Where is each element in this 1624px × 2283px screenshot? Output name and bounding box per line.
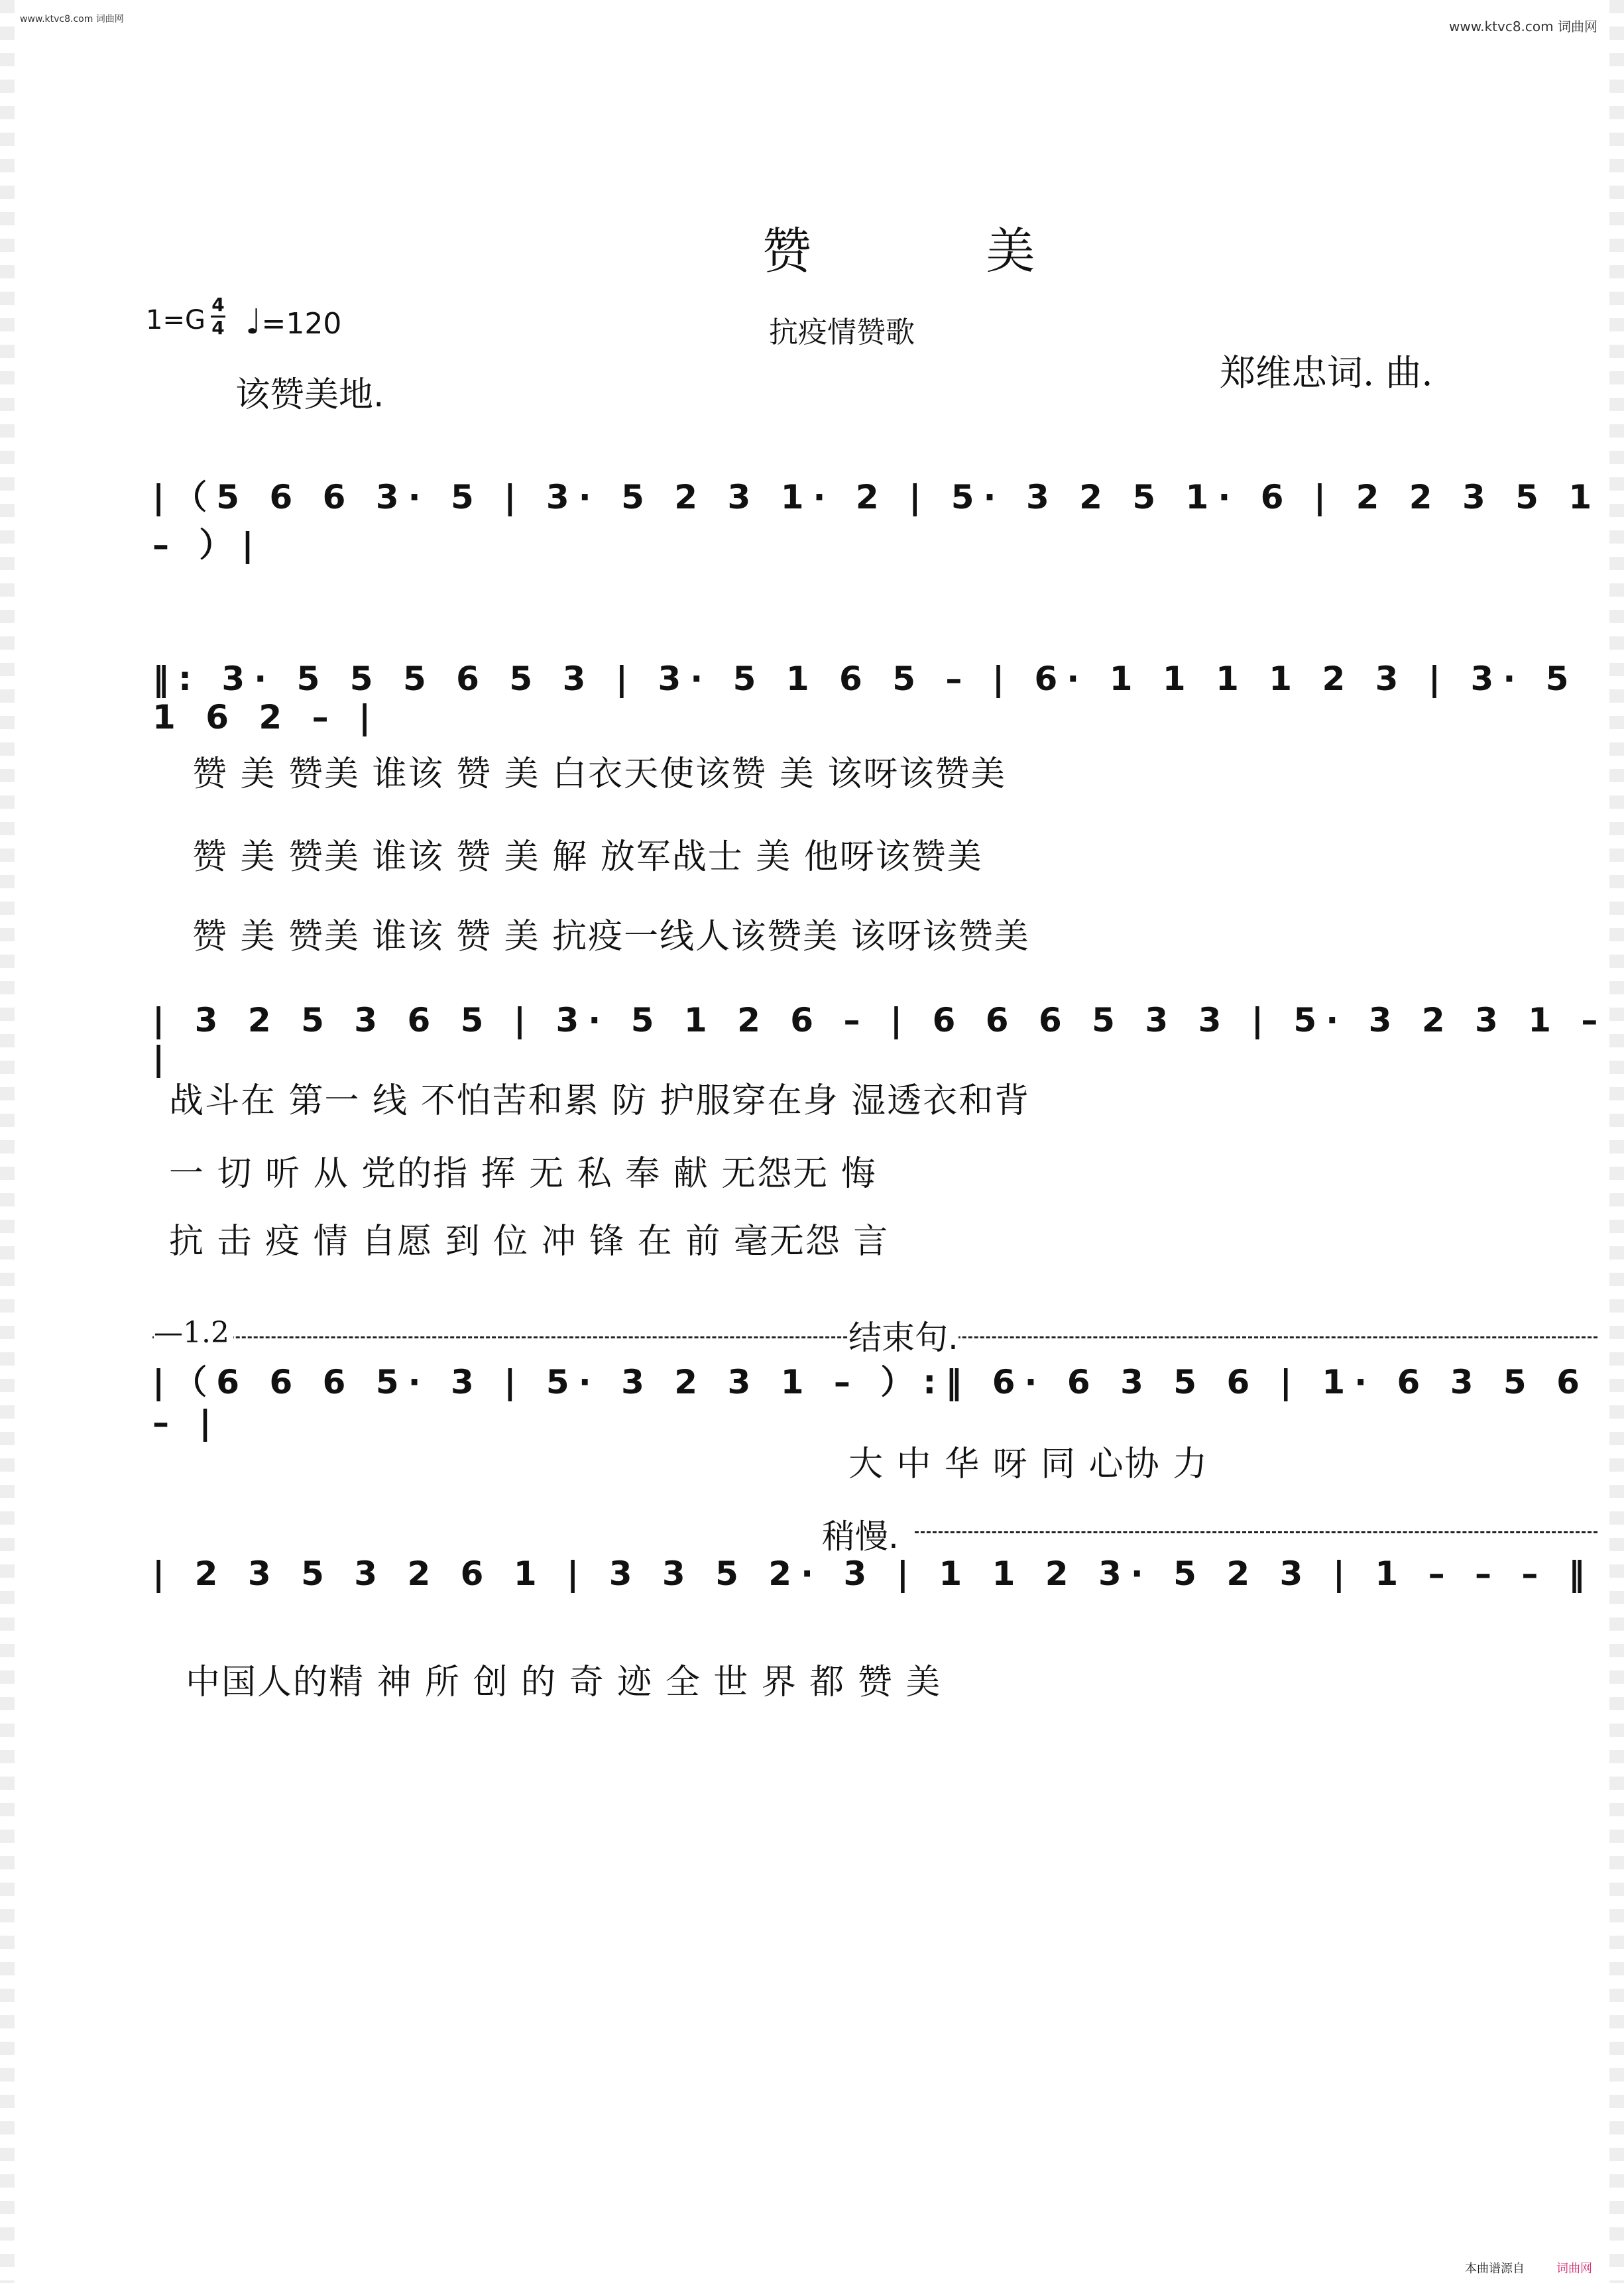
ending-label: 结束句. — [848, 1311, 958, 1359]
lyric-verse-3: 抗 击 疫 情 自愿 到 位 冲 锋 在 前 毫无怨 言 — [169, 1222, 890, 1261]
lyric-verse-3: 赞 美 赞美 谁该 赞 美 抗疫一线人该赞美 该呀该赞美 — [192, 917, 1030, 957]
tempo-marking — [245, 302, 341, 342]
notes-line: | 2 3 5 3 2 6 1 | 3 3 5 2· 3 | 1 1 2 3· 5 2 3 | 1 – – – ‖ — [152, 1554, 1594, 1593]
right-watermark-strip — [1609, 0, 1624, 2283]
expression-mark: 该赞美地. — [235, 375, 384, 415]
time-numerator: 4 — [211, 294, 225, 316]
composer-credits: 郑维忠词. 曲. — [1220, 352, 1433, 394]
top-right-site: www.ktvc8.com 词曲网 — [1448, 19, 1597, 34]
lyric-verse-1: 赞 美 赞美 谁该 赞 美 白衣天使该赞 美 该呀该赞美 — [192, 754, 1007, 794]
lyric-line: 大 中 华 呀 同 心协 力 — [848, 1444, 1209, 1484]
staff-row-intro — [0, 457, 1624, 564]
top-left-site: www.ktvc8.com 词曲网 — [20, 14, 124, 25]
tempo-value: =120 — [261, 307, 342, 341]
staff-row-4 — [0, 1541, 1624, 1614]
notes-line: |（6 6 6 5· 3 | 5· 3 2 3 1 – ）:‖ 6· 6 3 5 6 | 1· 6 3 5 6 – | — [152, 1363, 1589, 1442]
lyric-verse-2: 一 切 听 从 党的指 挥 无 私 奉 献 无怨无 悔 — [169, 1154, 877, 1194]
notes-line: |（5 6 6 3· 5 | 3· 5 2 3 1· 2 | 5· 3 2 5 1· 6 | 2 2 3 5 1 – ）| — [152, 478, 1601, 564]
volta-label: —1.2 — [154, 1316, 233, 1350]
lyric-verse-2: 赞 美 赞美 谁该 赞 美 解 放军战士 美 他呀该赞美 — [192, 837, 983, 877]
staff-row-2 — [0, 988, 1624, 1078]
bottom-credit: 本曲谱源自 — [1465, 2262, 1525, 2276]
song-title: 赞 美 — [762, 223, 1115, 280]
bottom-site: 词曲网 — [1556, 2262, 1592, 2276]
lyric-verse-1: 战斗在 第一 线 不怕苦和累 防 护服穿在身 湿透衣和背 — [169, 1081, 1031, 1121]
lyric-line: 中国人的精 神 所 创 的 奇 迹 全 世 界 都 赞 美 — [186, 1663, 942, 1702]
time-denominator: 4 — [211, 317, 225, 339]
notes-line: | 3 2 5 3 6 5 | 3· 5 1 2 6 – | 6 6 6 5 3 3 | 5· 3 2 3 1 – | — [152, 1001, 1607, 1078]
tempo-mark: 稍慢. — [822, 1510, 903, 1558]
tempo-dash-line — [915, 1531, 1597, 1533]
staff-row-3 — [0, 1342, 1624, 1442]
key-signature — [146, 305, 205, 335]
time-signature — [211, 296, 225, 337]
notes-line: ‖: 3· 5 5 5 6 5 3 | 3· 5 1 6 5 – | 6· 1 1 1 1 2 3 | 3· 5 1 6 2 – | — [152, 660, 1578, 736]
song-subtitle: 抗疫情赞歌 — [769, 316, 915, 349]
quarter-note-icon: ♩ — [245, 302, 262, 342]
key-text: 1=G — [146, 305, 205, 335]
staff-row-1 — [0, 646, 1624, 736]
left-watermark-strip — [0, 0, 15, 2283]
